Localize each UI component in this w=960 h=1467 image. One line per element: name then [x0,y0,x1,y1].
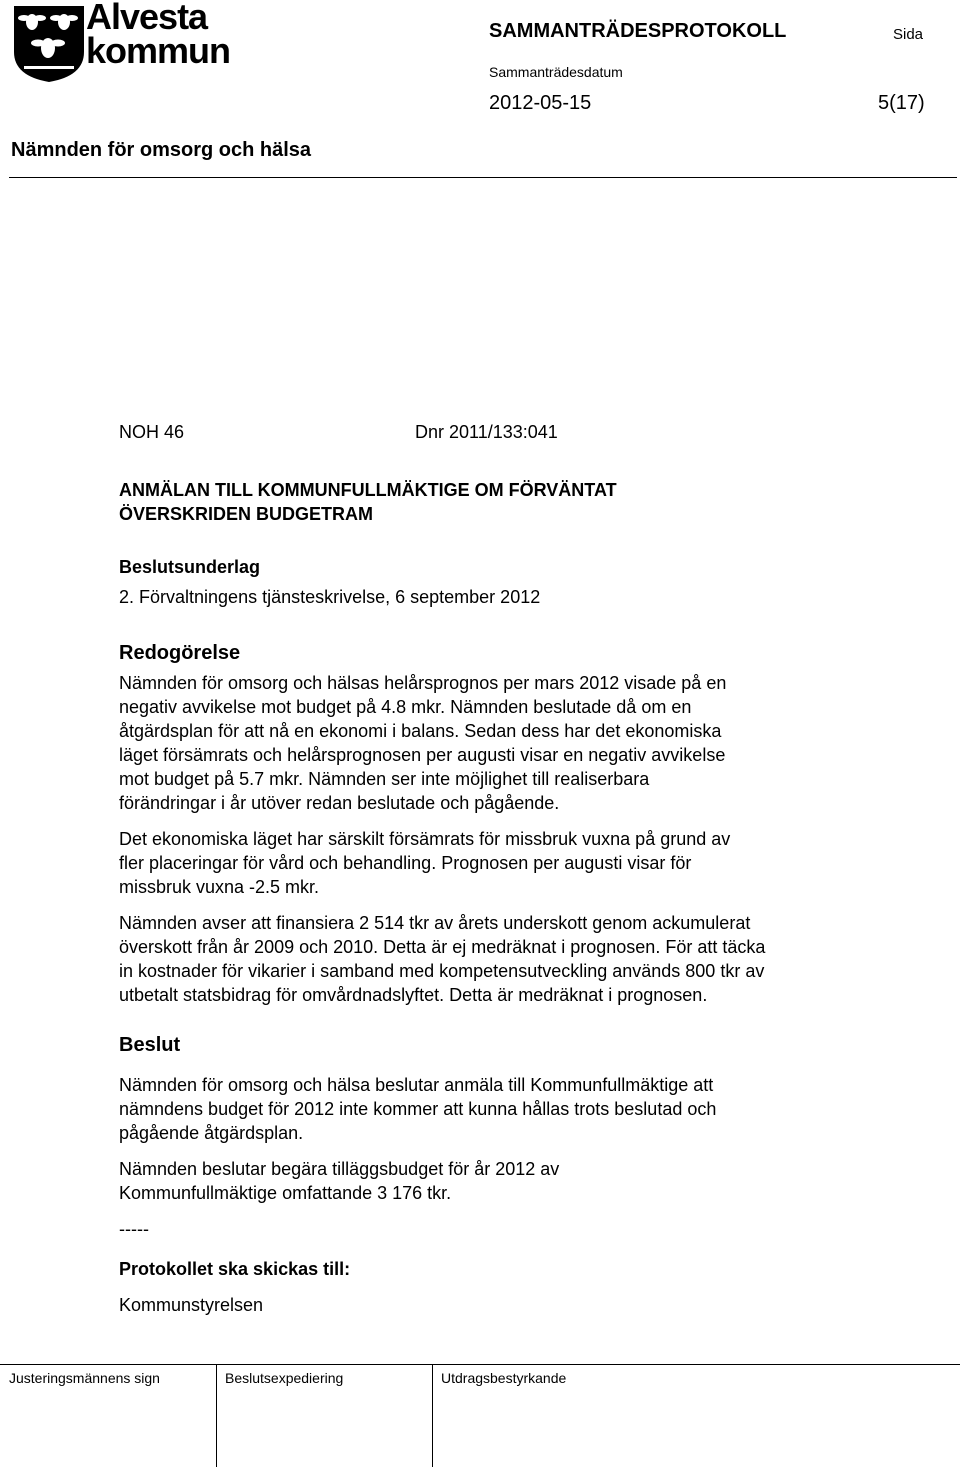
redogorelse-paragraph-2: Det ekonomiska läget har särskilt försämrats för missbruk vuxna på grund av fler placeringar för vård och behandling. Prognosen per augusti visar för missbruk vuxna -2.5 mkr. [119,829,731,897]
distribution-heading: Protokollet ska skickas till: [119,1259,351,1279]
case-reference [119,420,819,444]
page-label: Sida [893,26,924,43]
header-divider [9,177,957,178]
beslutsunderlag-heading: Beslutsunderlag [119,557,261,577]
board-name: Nämnden för omsorg och hälsa [11,139,312,161]
page-number: 5(17) [878,92,925,114]
logo-text-line2: kommun [86,30,231,71]
case-number: NOH 46 [119,422,185,442]
footer-label-utdrag: Utdragsbestyrkande [441,1370,567,1386]
distribution-recipient: Kommunstyrelsen [119,1295,264,1315]
separator-dashes: ----- [119,1219,149,1239]
footer-label-expediering: Beslutsexpediering [225,1370,344,1386]
meeting-date-label: Sammanträdesdatum [489,64,623,80]
beslut-paragraph-1: Nämnden för omsorg och hälsa beslutar anmäla till Kommunfullmäktige att nämndens budget för 2012 inte kommer att kunna hållas trots beslutad och pågående åtgärdsplan. [119,1075,717,1143]
redogorelse-paragraph-1: Nämnden för omsorg och hälsas helårsprognos per mars 2012 visade på en negativ avvikelse mot budget på 4.8 mkr. Nämnden beslutade då om en åtgärdsplan för att nå en ekonomi i balans. Sedan dess har det ekonomiska läget försämrats och helårsprognosen per augusti visar en negativ avvikelse mot budget på 5.7 mkr. Nämnden ser inte möjlighet till realiserbara förändringar i år utöver redan beslutade och pågående. [119,673,727,813]
case-dnr: Dnr 2011/133:041 [415,422,558,442]
document-type: SAMMANTRÄDESPROTOKOLL [489,20,787,42]
case-title-line1: ANMÄLAN TILL KOMMUNFULLMÄKTIGE OM FÖRVÄNTAT [119,480,617,500]
signature-footer [0,1364,960,1467]
footer-label-sign: Justeringsmännens sign [9,1370,160,1386]
redogorelse-heading: Redogörelse [119,642,241,664]
beslut-paragraph-2: Nämnden beslutar begära tilläggsbudget för år 2012 av Kommunfullmäktige omfattande 3 176 tkr. [119,1159,560,1203]
meeting-date: 2012-05-15 [489,92,592,114]
document-body [119,420,819,1317]
redogorelse-paragraph-3: Nämnden avser att finansiera 2 514 tkr av årets underskott genom ackumulerat överskott från år 2009 och 2010. Detta är ej medräknat i prognosen. För att täcka in kostnader för vikarier i samband med kompetensutveckling används 800 tkr av utbetalt statsbidrag för omvårdnadslyftet. Detta är medräknat i prognosen. [119,913,766,1005]
case-title [119,478,819,526]
beslut-heading: Beslut [119,1034,181,1056]
case-title-line2: ÖVERSKRIDEN BUDGETRAM [119,504,374,524]
logo-text-line1: Alvesta [86,0,208,37]
beslutsunderlag-item: 2. Förvaltningens tjänsteskrivelse, 6 september 2012 [119,587,541,607]
